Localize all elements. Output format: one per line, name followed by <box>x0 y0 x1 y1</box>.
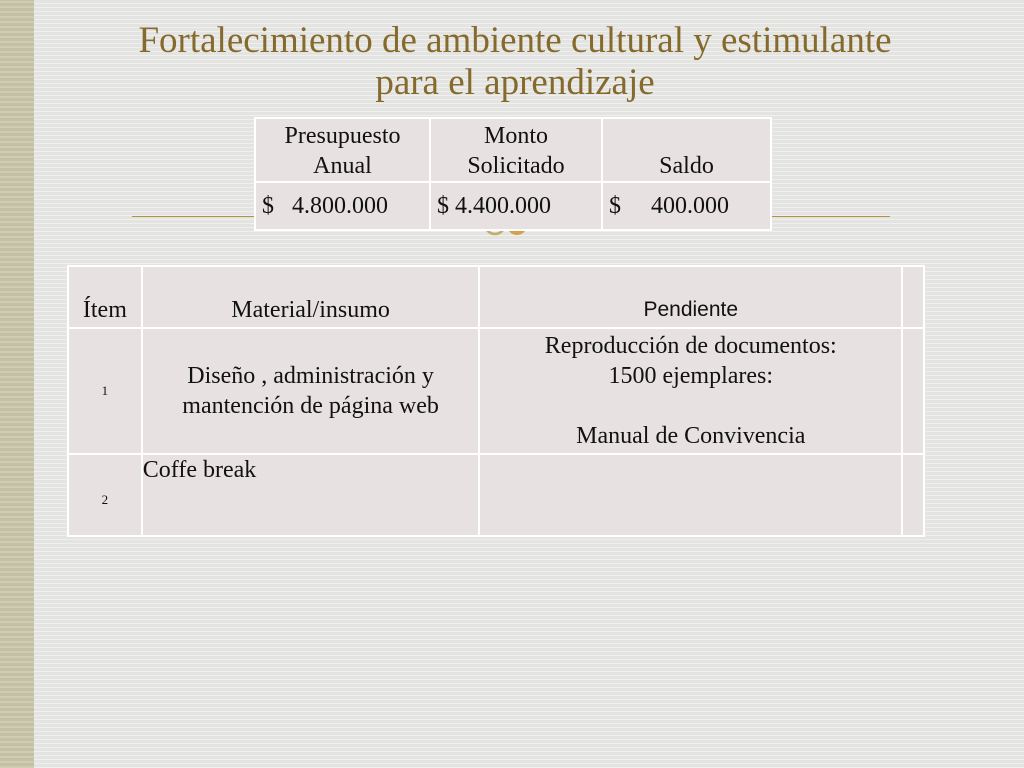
pendiente-spacer <box>480 391 901 421</box>
divider-right <box>772 216 890 217</box>
header-saldo <box>602 118 771 182</box>
table-row <box>68 454 924 536</box>
slide-title <box>40 20 990 104</box>
slide-title-line2: para el aprendizaje <box>375 62 655 103</box>
header-monto-line2: Solicitado <box>467 153 565 179</box>
header-monto-line1: Monto <box>483 123 548 149</box>
row-material: Coffe break <box>142 454 480 536</box>
pendiente-line1: Reproducción de documentos: <box>544 333 837 359</box>
row-number: 1 <box>68 328 142 454</box>
header-empty <box>902 266 924 328</box>
header-saldo-label: Saldo <box>659 153 714 179</box>
header-presupuesto-anual <box>255 118 430 182</box>
header-monto-solicitado <box>430 118 602 182</box>
side-band <box>0 0 34 768</box>
items-table <box>67 265 925 537</box>
divider-left <box>132 216 257 217</box>
header-presupuesto-line2: Anual <box>313 153 372 179</box>
slide-title-line1: Fortalecimiento de ambiente cultural y estimulante <box>138 20 892 61</box>
budget-values-row <box>255 182 771 230</box>
row-pendiente <box>479 328 902 454</box>
row-empty-cell <box>902 328 924 454</box>
value-monto: $ 4.400.000 <box>430 182 602 230</box>
header-material: Material/insumo <box>142 266 480 328</box>
header-presupuesto-line1: Presupuesto <box>284 123 401 149</box>
row-material <box>142 328 480 454</box>
row-number: 2 <box>68 454 142 536</box>
budget-header-row <box>255 118 771 182</box>
header-pendiente: Pendiente <box>479 266 902 328</box>
pendiente-line2: 1500 ejemplares: <box>608 363 774 389</box>
pendiente-line3: Manual de Convivencia <box>576 423 806 449</box>
row-empty-cell <box>902 454 924 536</box>
table-row <box>68 328 924 454</box>
budget-table <box>254 117 772 231</box>
value-presupuesto: $ 4.800.000 <box>255 182 430 230</box>
material-line2: mantención de página web <box>182 393 439 419</box>
material-line1: Diseño , administración y <box>187 363 434 389</box>
row-pendiente <box>479 454 902 536</box>
value-saldo: $ 400.000 <box>602 182 771 230</box>
header-item: Ítem <box>68 266 142 328</box>
items-header-row <box>68 266 924 328</box>
